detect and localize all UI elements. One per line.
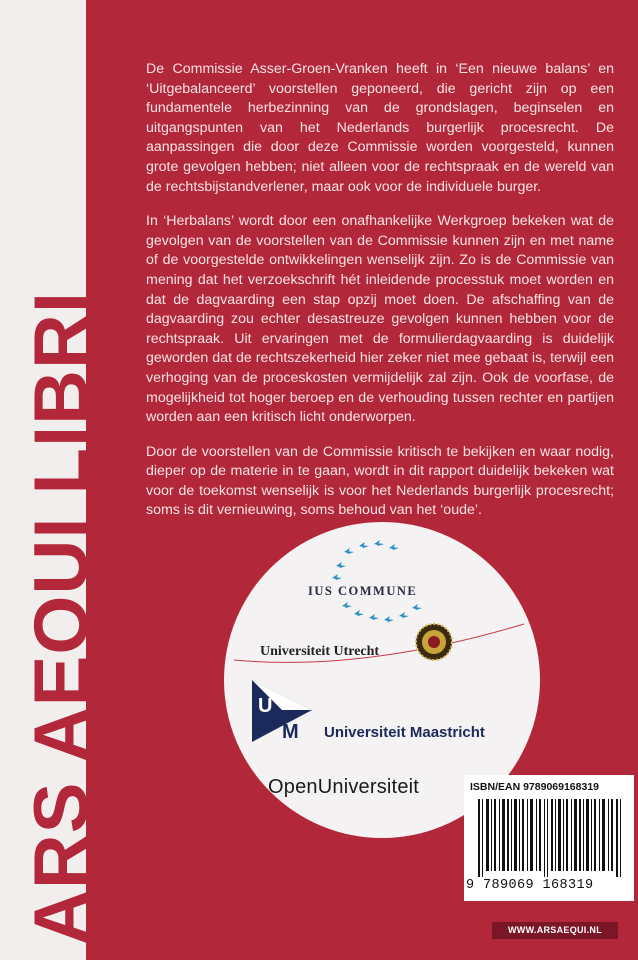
paragraph-1: De Commissie Asser-Groen-Vranken heeft in ‘Een nieuwe balans’ en ‘Uitgebalanceerd’ voorstellen geponeerd, die gericht zijn op een fundamentele herbezinning van de grondslagen, beginselen en uitgangspunten van het Nederlands burgerlijk procesrecht. De aanpassingen die door deze Commissie worden voorgesteld, kunnen grote gevolgen hebben; niet alleen voor de rechtspraak en de wereld van de rechtsbijstandverlener, maar ook voor de individuele burger.	[146, 61, 614, 195]
paragraph-2: In ‘Herbalans’ wordt door een onafhankelijke Werkgroep bekeken wat de gevolgen van de voorstellen van de Commissie kunnen zijn en met name of de voorgestelde ontwikkelingen wenselijk zijn. Zo is de Commissie van mening dat het verzoekschrift hét inleidende processtuk moet worden en dat de dagvaarding een stap opzij moet doen. De afschaffing van de dagvaarding zou echter desastreuze gevolgen kunnen hebben voor de rechtspraak. Uit ervaringen met de formulierdagvaarding is duidelijk geworden dat de rechtszekerheid hier zeker niet mee gebaat is, terwijl een verhoging van de proceskosten vermijdelijk zal zijn. Ook de voorfase, de mogelijkheid tot hoger beroep en de verhouding tussen rechter en partijen worden aan een kritisch licht onderworpen.	[146, 213, 614, 426]
isbn-barcode	[464, 775, 634, 901]
spine-strip	[0, 0, 104, 960]
utrecht-logo: Universiteit Utrecht	[260, 644, 380, 659]
series-title: ARS AEQUI LIBRI	[19, 291, 104, 945]
maastricht-um-icon	[252, 680, 312, 742]
utrecht-seal-icon	[414, 622, 454, 662]
svg-text:U: U	[258, 695, 273, 717]
isbn-label: ISBN/EAN 9789069168319	[470, 781, 600, 793]
publisher-website[interactable]: WWW.ARSAEQUI.NL	[492, 922, 618, 939]
back-cover-text	[146, 60, 614, 536]
barcode-bars	[474, 799, 624, 877]
isbn-digits: 9 789069 168319	[466, 878, 594, 893]
ius-commune-logo: IUS COMMUNE	[308, 584, 418, 598]
svg-text:M: M	[282, 721, 299, 742]
maastricht-logo: Universiteit Maastricht	[324, 724, 485, 741]
open-universiteit-logo: OpenUniversiteit	[268, 776, 420, 798]
paragraph-3: Door de voorstellen van de Commissie kritisch te bekijken en waar nodig, dieper op de materie in te gaan, wordt in dit rapport duidelijk bekeken wat voor de toekomst wenselijk is voor het Nederlands burgerlijk procesrecht; soms is dit vernieuwing, soms behoud van het ‘oude’.	[146, 443, 614, 519]
